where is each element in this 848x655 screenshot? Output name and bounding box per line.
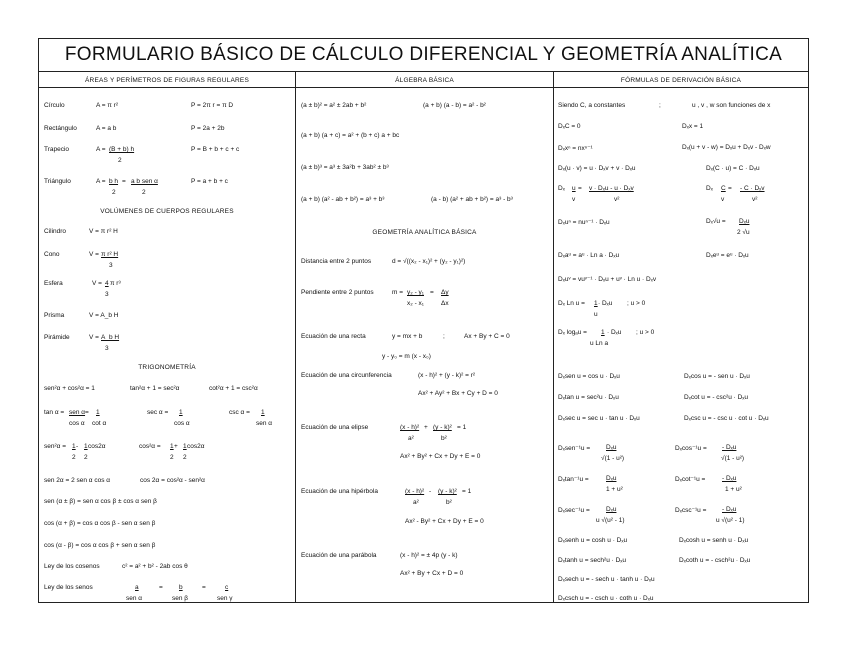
fraction-numerator: (y - k)² [438,488,457,495]
fraction-numerator: Dₓu [606,475,617,482]
section-header-areas: ÁREAS Y PERÍMETROS DE FIGURAS REGULARES [85,77,249,84]
fraction-numerator: (B + b) h [109,146,135,153]
separator: ; [443,333,445,340]
algebra-identity: (a ± b)³ = a³ ± 3a²b + 3ab² ± b³ [301,164,389,171]
trig-derivative: Dₓcot u = - csc²u · Dₓu [684,394,749,401]
inverse-trig-prefix: Dₓcsc⁻¹u = [675,507,707,514]
fraction-denominator: a² [408,435,414,442]
line-label: Ecuación de una recta [301,333,366,340]
fraction-numerator: a [135,584,139,591]
fraction-numerator: sen α [69,409,86,416]
law-of-cosines: c² = a² + b² - 2ab cos θ [122,563,188,570]
fraction-numerator: π r² H [101,251,119,258]
fraction-denominator: x₂ - x₁ [407,300,424,307]
fraction-numerator: u [572,185,576,192]
law-of-cosines-label: Ley de los cosenos [44,563,100,570]
fraction-numerator: 1 [601,329,605,336]
sum-formula: cos (α - β) = cos α cos β + sen α sen β [44,542,156,549]
quotient-prefix: Dₓ [558,185,565,192]
fraction-numerator: 4 [105,280,109,287]
distance-label: Distancia entre 2 puntos [301,258,372,265]
fraction-numerator: Dₓu [739,218,750,225]
fraction-numerator: a b sen α [131,178,158,185]
fraction-denominator: b² [446,499,452,506]
fraction-numerator: 1 [261,409,265,416]
algebra-identity: (a + b) (a² - ab + b²) = a³ + b³ [301,196,385,203]
area-formula: A = a b [96,125,117,132]
algebra-identity: (a ± b)² = a² ± 2ab + b² [301,102,367,109]
derivative-rule: Dₓuᵛ = vuᵛ⁻¹ · Dₓu + uᵛ · Ln u · Dₓv [558,276,657,283]
fraction-denominator: 1 + u² [606,486,623,493]
fraction-denominator: 2 [72,454,76,461]
fraction-numerator: 1 [72,443,76,450]
algebra-identity: (a + b) (a - b) = a² - b² [423,102,486,109]
derivative-rule: Dₓ(u · v) = u · Dₓv + v · Dₓu [558,165,636,172]
hyperbolic-derivative: Dₓtanh u = sech²u · Dₓu [558,557,627,564]
perimeter-formula: P = a + b + c [191,178,228,185]
fraction-denominator: 1 + u² [725,486,742,493]
line-formula: Ax + By + C = 0 [464,333,510,340]
fraction-numerator: v · Dₓu - u · Dₓv [589,185,634,192]
fraction-denominator: 3 [105,291,109,298]
area-name: Rectángulo [44,125,77,132]
area-formula: A = π r² [96,102,119,109]
column-algebra-geometry [296,72,554,602]
inverse-trig-prefix: Dₓsec⁻¹u = [558,507,590,514]
fraction-denominator: 3 [109,262,113,269]
equals-sign: = [85,409,89,416]
section-header-geometry: GEOMETRÍA ANALÍTICA BÁSICA [372,229,477,236]
fraction-numerator: - Dₓu [722,444,737,451]
equals-sign: = [202,584,206,591]
fraction-numerator: 1 [179,409,183,416]
perimeter-formula: P = 2π r = π D [191,102,234,109]
algebra-identity: (a - b) (a² + ab + b²) = a³ - b³ [431,196,513,203]
derivative-rule: Dₓxⁿ = nxⁿ⁻¹ [558,145,593,152]
fraction-numerator: Dₓu [606,444,617,451]
area-formula-prefix: A = [96,146,106,153]
trig-identity: tan²α + 1 = sec²α [130,385,180,392]
volume-name: Pirámide [44,334,70,341]
volume-formula-prefix: V = [89,251,99,258]
const-quotient-prefix: Dₓ [706,185,713,192]
sum-formula: sen (α ± β) = sen α cos β ± cos α sen β [44,498,157,505]
fraction-denominator: sen α [256,420,273,427]
divider [554,87,808,88]
fraction-denominator: u [594,311,598,318]
fraction-numerator: 1 [183,443,187,450]
volume-formula-prefix: V = [89,334,99,341]
half-angle-prefix: sen²α = [44,443,67,450]
fraction-numerator: Δy [441,289,449,296]
derivative-rule: DₓC = 0 [558,123,581,130]
trig-derivative: Dₓcsc u = - csc u · cot u · Dₓu [684,415,769,422]
double-angle-sin: sen 2α = 2 sen α cos α [44,477,111,484]
fraction-numerator: - Dₓu [722,475,737,482]
volume-name: Cono [44,251,60,258]
equals-sign: = [430,289,434,296]
volume-name: Cilindro [44,228,67,235]
distance-formula: d = √((x₂ - x₁)² + (y₂ - y₁)²) [392,258,466,265]
hyperbolic-derivative: Dₓcsch u = - csch u · coth u · Dₓu [558,595,654,602]
circle-formula: (x - h)² + (y - k)² = r² [418,372,476,379]
derivative-rule: Dₓx = 1 [682,123,704,130]
tan-prefix: tan α = [44,409,65,416]
derivative-rule: Dₓaᵘ = aᵘ · Ln a · Dₓu [558,252,620,259]
fraction-denominator: v [721,196,725,203]
fraction-denominator: 2 [112,189,116,196]
fraction-denominator: 2 [170,454,174,461]
half-angle-prefix: cos²α = [139,443,161,450]
derivatives-intro: Siendo C, a constantes [558,102,626,109]
fraction-denominator: 3 [105,345,109,352]
hyperbola-formula: Ax² - By² + Cx + Dy + E = 0 [405,518,484,525]
fraction-denominator: u √(u² - 1) [716,517,745,524]
fraction-numerator: 1 [84,443,88,450]
fraction-numerator: (x - h)² [405,488,425,495]
fraction-denominator: cos α [69,420,85,427]
ln-rest: · Dₓu [598,300,613,307]
double-angle-cos: cos 2α = cos²α - sen²α [140,477,205,484]
log-rest: · Dₓu [607,329,622,336]
hyperbolic-derivative: Dₓsenh u = cosh u · Dₓu [558,537,628,544]
fraction-denominator: sen γ [217,595,233,602]
fraction-denominator: v² [752,196,758,203]
fraction-denominator: u Ln a [590,340,609,347]
line-formula: y - y₀ = m (x - x₀) [382,353,431,360]
half-angle-rest: cos2α [187,443,205,450]
divider [296,87,553,88]
fraction-numerator: (x - h)² [400,424,420,431]
page-title: FORMULARIO BÁSICO DE CÁLCULO DIFERENCIAL Y GEOMETRÍA ANALÍTICA [39,39,808,72]
volume-formula: V = π r² H [89,228,118,235]
fraction-denominator: sen α [126,595,143,602]
inverse-trig-prefix: Dₓcos⁻¹u = [675,445,707,452]
section-header-algebra: ÁLGEBRA BÁSICA [395,77,454,84]
algebra-identity: (a + b) (a + c) = a² + (b + c) a + bc [301,132,400,139]
fraction-numerator: Dₓu [606,506,617,513]
derivative-rule: Dₓ(u + v - w) = Dₓu + Dₓv - Dₓw [682,144,771,151]
derivatives-intro: u , v , w son funciones de x [692,102,771,109]
ln-prefix: Dₓ Ln u = [558,300,585,307]
separator: ; [659,102,661,109]
fraction-numerator: - Dₓu [722,506,737,513]
derivative-rule: Dₓuⁿ = nuⁿ⁻¹ · Dₓu [558,219,610,226]
half-angle-rest: cos2α [88,443,106,450]
trig-identity: cot²α + 1 = csc²α [209,385,258,392]
fraction-denominator: 2 √u [737,229,750,236]
circle-label: Ecuación de una circunferencia [301,372,392,379]
ellipse-formula: Ax² + By² + Cx + Dy + E = 0 [400,453,481,460]
ellipse-label: Ecuación de una elipse [301,424,369,431]
fraction-denominator: sen β [172,595,189,602]
fraction-numerator: b [179,584,183,591]
section-header-volumes: VOLÚMENES DE CUERPOS REGULARES [100,208,234,215]
fraction-numerator: 1 [170,443,174,450]
formula-sheet [38,38,809,603]
trig-derivative: Dₓsec u = sec u · tan u · Dₓu [558,415,640,422]
column-derivatives [554,72,808,602]
fraction-denominator: u √(u² - 1) [596,517,625,524]
sum-formula: cos (α + β) = cos α cos β - sen α sen β [44,520,156,527]
fraction-numerator: b h [109,178,119,185]
perimeter-formula: P = B + b + c + c [191,146,240,153]
divider [39,87,295,88]
operator: + [424,424,428,431]
log-prefix: Dₓ logₐu = [558,329,587,336]
operator: - [429,488,432,495]
column-geometry-trig [39,72,296,602]
hyperbolic-derivative: Dₓsech u = - sech u · tanh u · Dₓu [558,576,655,583]
equals-sign: = [159,584,163,591]
inverse-trig-prefix: Dₓcot⁻¹u = [675,476,706,483]
area-name: Trapecio [44,146,70,153]
parabola-label: Ecuación de una parábola [301,552,377,559]
fraction-denominator: cos α [174,420,190,427]
fraction-numerator: c [225,584,229,591]
derivative-rule: Dₓeᵘ = eᵘ · Dₓu [706,252,749,259]
equals-sign: = [728,185,732,192]
fraction-numerator: (y - k)² [433,424,452,431]
section-header-derivatives: FÓRMULAS DE DERIVACIÓN BÁSICA [620,77,742,84]
domain-condition: ; u > 0 [636,329,655,336]
derivative-rule: Dₓ(C · u) = C · Dₓu [706,165,760,172]
slope-label: Pendiente entre 2 puntos [301,289,374,296]
trig-derivative: Dₓsen u = cos u · Dₓu [558,373,620,380]
trig-identity: sen²α + cos²α = 1 [44,385,95,392]
fraction-denominator: 2 [142,189,146,196]
hyperbolic-derivative: Dₓcosh u = senh u · Dₓu [679,537,749,544]
volume-formula: V = A_b H [89,312,119,319]
volume-formula-rest: π r³ [110,280,121,287]
slope-prefix: m = [392,289,404,296]
fraction-denominator: v² [614,196,620,203]
circle-formula: Ax² + Ay² + Bx + Cy + D = 0 [418,390,498,397]
equals-sign: = [122,178,126,185]
fraction-numerator: A_b H [101,334,120,341]
fraction-denominator: a² [413,499,419,506]
law-of-sines-label: Ley de los senos [44,584,93,591]
fraction-denominator: 2 [118,157,122,164]
inverse-trig-prefix: Dₓsen⁻¹u = [558,445,591,452]
line-formula: y = mx + b [392,333,423,340]
area-name: Triángulo [44,178,71,185]
fraction-numerator: - C · Dₓv [740,185,765,192]
equals-one: = 1 [462,488,472,495]
csc-prefix: csc α = [229,409,250,416]
trig-derivative: Dₓcos u = - sen u · Dₓu [684,373,750,380]
fraction-numerator: 1 [594,300,598,307]
equals-sign: = [578,185,582,192]
volume-name: Prisma [44,312,65,319]
hyperbolic-derivative: Dₓcoth u = - csch²u · Dₓu [679,557,751,564]
sqrt-prefix: Dₓ√u = [706,218,726,225]
fraction-denominator: 2 [84,454,88,461]
trig-derivative: Dₓtan u = sec²u · Dₓu [558,394,619,401]
volume-name: Esfera [44,280,63,287]
fraction-denominator: √(1 - u²) [721,455,745,462]
fraction-numerator: 1 [96,409,100,416]
fraction-denominator: Δx [441,300,449,307]
fraction-numerator: C [721,185,726,192]
sec-prefix: sec α = [147,409,169,416]
fraction-denominator: b² [441,435,447,442]
fraction-denominator: cot α [92,420,107,427]
inverse-trig-prefix: Dₓtan⁻¹u = [558,476,589,483]
operator: - [76,443,79,450]
perimeter-formula: P = 2a + 2b [191,125,225,132]
parabola-formula: Ax² + By + Cx + D = 0 [400,570,464,577]
domain-condition: ; u > 0 [627,300,646,307]
section-header-trig: TRIGONOMETRÍA [138,364,196,371]
volume-formula-prefix: V = [92,280,102,287]
equals-one: = 1 [457,424,467,431]
fraction-denominator: v [572,196,576,203]
fraction-numerator: y₂ - y₁ [407,289,424,296]
area-name: Círculo [44,102,65,109]
operator: + [174,443,178,450]
fraction-denominator: √(1 - u²) [601,455,625,462]
fraction-denominator: 2 [183,454,187,461]
parabola-formula: (x - h)² = ± 4p (y - k) [400,552,458,559]
area-formula-prefix: A = [96,178,106,185]
hyperbola-label: Ecuación de una hipérbola [301,488,378,495]
